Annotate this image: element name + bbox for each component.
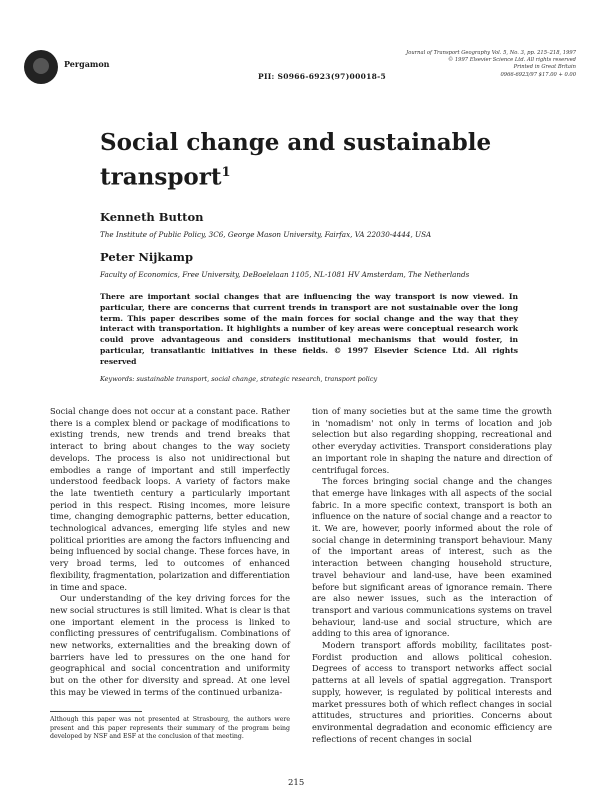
journal-citation — [386, 50, 576, 79]
author-name: Kenneth Button — [100, 210, 204, 224]
pii-identifier: PII: S0966-6923(97)00018-5 — [258, 72, 387, 81]
journal-line: © 1997 Elsevier Science Ltd. All rights reserved — [448, 57, 576, 64]
footnote: Although this paper was not presented at Strasbourg, the authors were present and this paper represents their summary of the program being developed by NSF and ESF at the conclusion of that meeting. — [50, 716, 290, 741]
title-footnote-marker: 1 — [221, 165, 231, 180]
body-paragraph: tion of many societies but at the same time the growth in 'nomadism' not only in terms of location and job selection but also regarding shopping, recreational and other everyday activities. Transport considerations play an important role in shaping the nature and direction of centrifugal forces. — [312, 406, 552, 475]
body-paragraph: Social change does not occur at a constant pace. Rather there is a complex blend or package of modifications to existing trends, new trends and trend breaks that interact to bring about changes to the way society develops. The process is also not unidirectional but embodies a range of important and still imperfectly understood feedback loops. A variety of factors make the late twentieth century a particularly important period in this respect. Rising incomes, more leisure time, changing demographic patterns, better education, technological advances, emerging life styles and new political priorities are among the factors influencing and being influenced by social change. These forces have, in very broad terms, led to outcomes of enhanced flexibility, fragmentation, polarization and differentiation in time and space. — [50, 406, 290, 592]
body-paragraph: Modern transport affords mobility, facilitates post-Fordist production and allows political cohesion. Degrees of access to transport networks affect social patterns at all levels of spatial aggregation. Transport supply, however, is regulated by political interests and market pressures both of which reflect changes in social attitudes, structures and priorities. Concerns about environmental degradation and economic efficiency are reflections of recent changes in social — [312, 640, 552, 744]
page-number: 215 — [288, 778, 305, 788]
journal-line: Printed in Great Britain — [513, 64, 576, 71]
author-affiliation: Faculty of Economics, Free University, DeBoelelaan 1105, NL-1081 HV Amsterdam, The Netherlands — [100, 270, 470, 279]
body-column-left — [50, 406, 290, 699]
paper-title-text: Social change and sustainable transport — [100, 129, 492, 191]
author-name: Peter Nijkamp — [100, 250, 194, 264]
journal-line: Journal of Transport Geography Vol. 5, No. 3, pp. 215–218, 1997 — [406, 50, 576, 56]
body-column-right — [312, 406, 552, 745]
author-affiliation: The Institute of Public Policy, 3C6, George Mason University, Fairfax, VA 22030-4444, USA — [100, 230, 432, 239]
body-paragraph: The forces bringing social change and the changes that emerge have linkages with all aspects of the social fabric. In a more specific context, transport is both an influence on the nature of social change and a reactor to it. We are, however, poorly informed about the role of social change in determining transport behaviour. Many of the important areas of interest, such as the interaction between changing household structure, travel behaviour and land-use, have been examined before but significant areas of ignorance remain. There are also newer issues, such as the interaction of transport and various communications systems on travel behaviour, land-use and social structure, which are adding to this area of ignorance. — [312, 476, 552, 639]
body-paragraph: Our understanding of the key driving forces for the new social structures is still limited. What is clear is that one important element in the process is linked to conflicting pressures of centrifugalism. Combinations of new networks, externalities and the breaking down of barriers have led to pressures on the one hand for geographical and social concentration and uniformity but on the other for diversity and spread. At one level this may be viewed in terms of the continued urbaniza- — [50, 593, 290, 697]
publisher-logo-icon — [24, 50, 58, 84]
journal-line: 0966-6923/97 $17.00 + 0.00 — [500, 71, 576, 78]
footnote-divider — [50, 711, 142, 712]
publisher-block — [24, 50, 204, 84]
paper-title — [100, 128, 530, 193]
keywords: Keywords: sustainable transport, social change, strategic research, transport policy — [100, 375, 378, 383]
publisher-name: Pergamon — [64, 59, 110, 69]
abstract: There are important social changes that are influencing the way transport is now viewed. In particular, there are concerns that current trends in transport are not sustainable over the long term. This paper describes some of the main forces for social change and the way that they interact with transportation. It highlights a number of key areas were conceptual research work could prove advantageous and considers institutional mechanisms that would foster, in particular, transatlantic initiatives in these fields. © 1997 Elsevier Science Ltd. All rights reserved — [100, 292, 518, 366]
